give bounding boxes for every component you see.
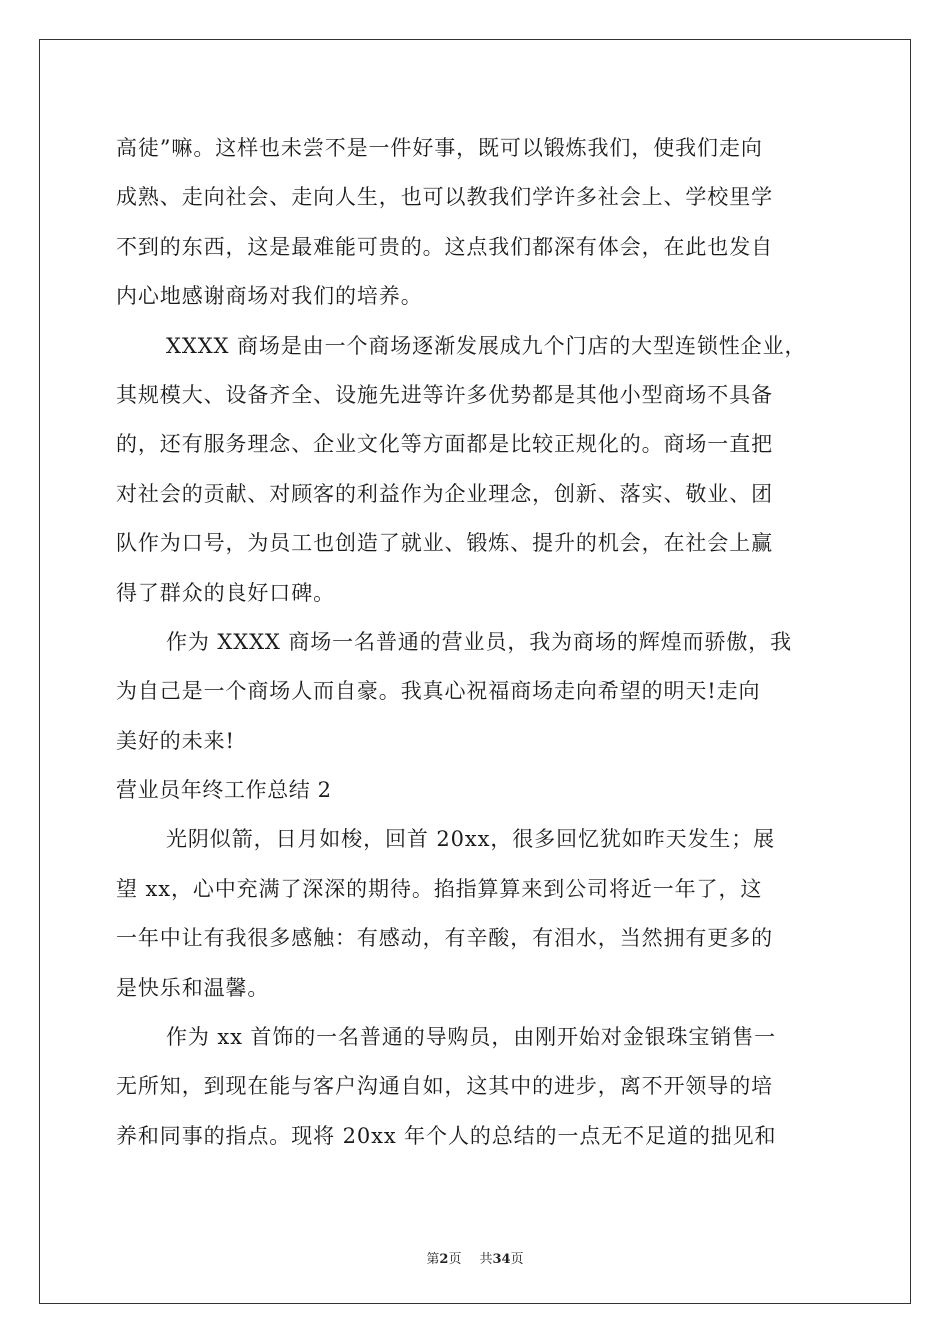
total-suffix: 页 bbox=[510, 1252, 524, 1267]
text-line: 光阴似箭，日月如梭，回首 20xx，很多回忆犹如昨天发生；展 bbox=[166, 827, 776, 852]
document-body bbox=[116, 124, 834, 1161]
paragraph bbox=[116, 124, 834, 322]
text-line: 作为 xx 首饰的一名普通的导购员，由刚开始对金银珠宝销售一 bbox=[166, 1025, 777, 1050]
text-line: 得了群众的良好口碑。 bbox=[116, 580, 335, 605]
text-line: 的，还有服务理念、企业文化等方面都是比较正规化的。商场一直把 bbox=[116, 432, 773, 457]
text-line: 不到的东西，这是最难能可贵的。这点我们都深有体会，在此也发自 bbox=[116, 234, 773, 259]
paragraph bbox=[116, 322, 834, 618]
text-line: 内心地感谢商场对我们的培养。 bbox=[116, 284, 423, 309]
text-line: 作为 XXXX 商场一名普通的营业员，我为商场的辉煌而骄傲，我 bbox=[166, 629, 793, 654]
text-line: 成熟、走向社会、走向人生，也可以教我们学许多社会上、学校里学 bbox=[116, 185, 773, 210]
text-line: 其规模大、设备齐全、设施先进等许多优势都是其他小型商场不具备 bbox=[116, 382, 773, 407]
text-line: 美好的未来! bbox=[116, 728, 235, 753]
page-current: 2 bbox=[439, 1252, 449, 1267]
text-line: 是快乐和温馨。 bbox=[116, 975, 270, 1000]
section-title: 营业员年终工作总结 2 bbox=[116, 778, 332, 803]
text-line: 望 xx，心中充满了深深的期待。掐指算算来到公司将近一年了，这 bbox=[116, 876, 763, 901]
paragraph bbox=[116, 618, 834, 766]
text-line: 高徒”嘛。这样也未尝不是一件好事，既可以锻炼我们，使我们走向 bbox=[116, 136, 763, 160]
page-total: 34 bbox=[492, 1252, 511, 1267]
text-line: 为自己是一个商场人而自豪。我真心祝福商场走向希望的明天!走向 bbox=[116, 679, 761, 704]
text-line: 一年中让有我很多感触：有感动，有辛酸，有泪水，当然拥有更多的 bbox=[116, 926, 773, 951]
page-footer bbox=[0, 1248, 950, 1267]
paragraph bbox=[116, 815, 834, 1013]
page-prefix: 第 bbox=[426, 1252, 440, 1267]
paragraph bbox=[116, 1013, 834, 1161]
text-line: 无所知，到现在能与客户沟通自如，这其中的进步，离不开领导的培 bbox=[116, 1074, 773, 1099]
text-line: 养和同事的指点。现将 20xx 年个人的总结的一点无不足道的拙见和 bbox=[116, 1123, 777, 1148]
text-line: 队作为口号，为员工也创造了就业、锻炼、提升的机会，在社会上赢 bbox=[116, 531, 773, 556]
total-prefix: 共 bbox=[479, 1252, 493, 1267]
text-line: XXXX 商场是由一个商场逐渐发展成九个门店的大型连锁性企业， bbox=[166, 333, 807, 358]
text-line: 对社会的贡献、对顾客的利益作为企业理念，创新、落实、敬业、团 bbox=[116, 481, 773, 506]
page-mid: 页 bbox=[448, 1252, 462, 1267]
